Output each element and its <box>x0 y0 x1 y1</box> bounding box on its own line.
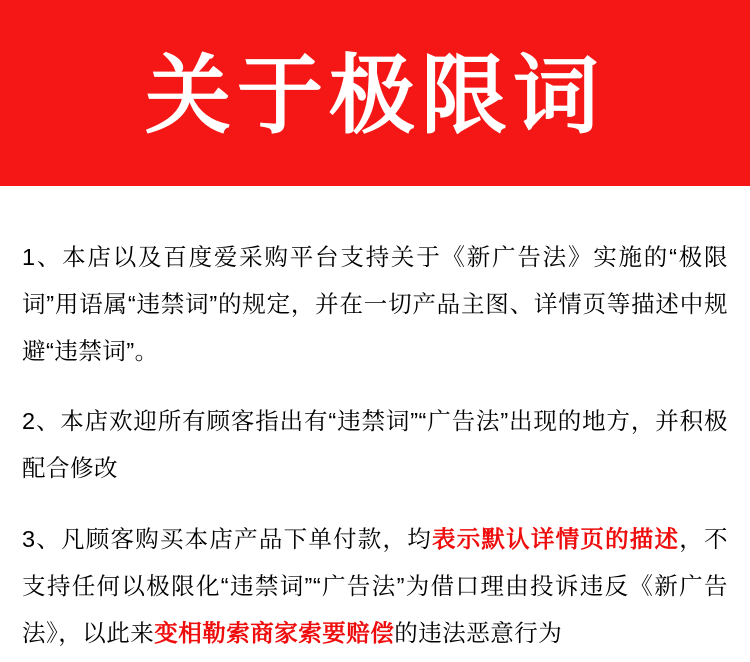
paragraph-item-2 <box>22 398 728 492</box>
paragraph-text: 1、本店以及百度爱采购平台支持关于《新广告法》实施的“极限词”用语属“违禁词”的规定，并在一切产品主图、详情页等描述中规避“违禁词”。 <box>22 243 728 364</box>
paragraph-text: 的违法恶意行为 <box>394 619 563 646</box>
page-title: 关于极限词 <box>145 48 605 144</box>
paragraph-text: 3、凡顾客购买本店产品下单付款，均 <box>22 525 432 552</box>
highlighted-text: 表示默认详情页的描述 <box>431 525 680 552</box>
paragraph-text: 2、本店欢迎所有顾客指出有“违禁词”“广告法”出现的地方，并积极配合修改 <box>22 408 728 481</box>
paragraph-item-1 <box>22 234 728 375</box>
terms-content <box>0 186 750 657</box>
paragraph-text: ，不支持任何以极限化“违禁词”“广告法”为借口理由投诉违反《新广告法》，以此来 <box>22 525 728 646</box>
banner-header <box>0 0 750 186</box>
paragraph-item-3 <box>22 516 728 657</box>
highlighted-text: 变相勒索商家索要赔偿 <box>154 619 395 646</box>
